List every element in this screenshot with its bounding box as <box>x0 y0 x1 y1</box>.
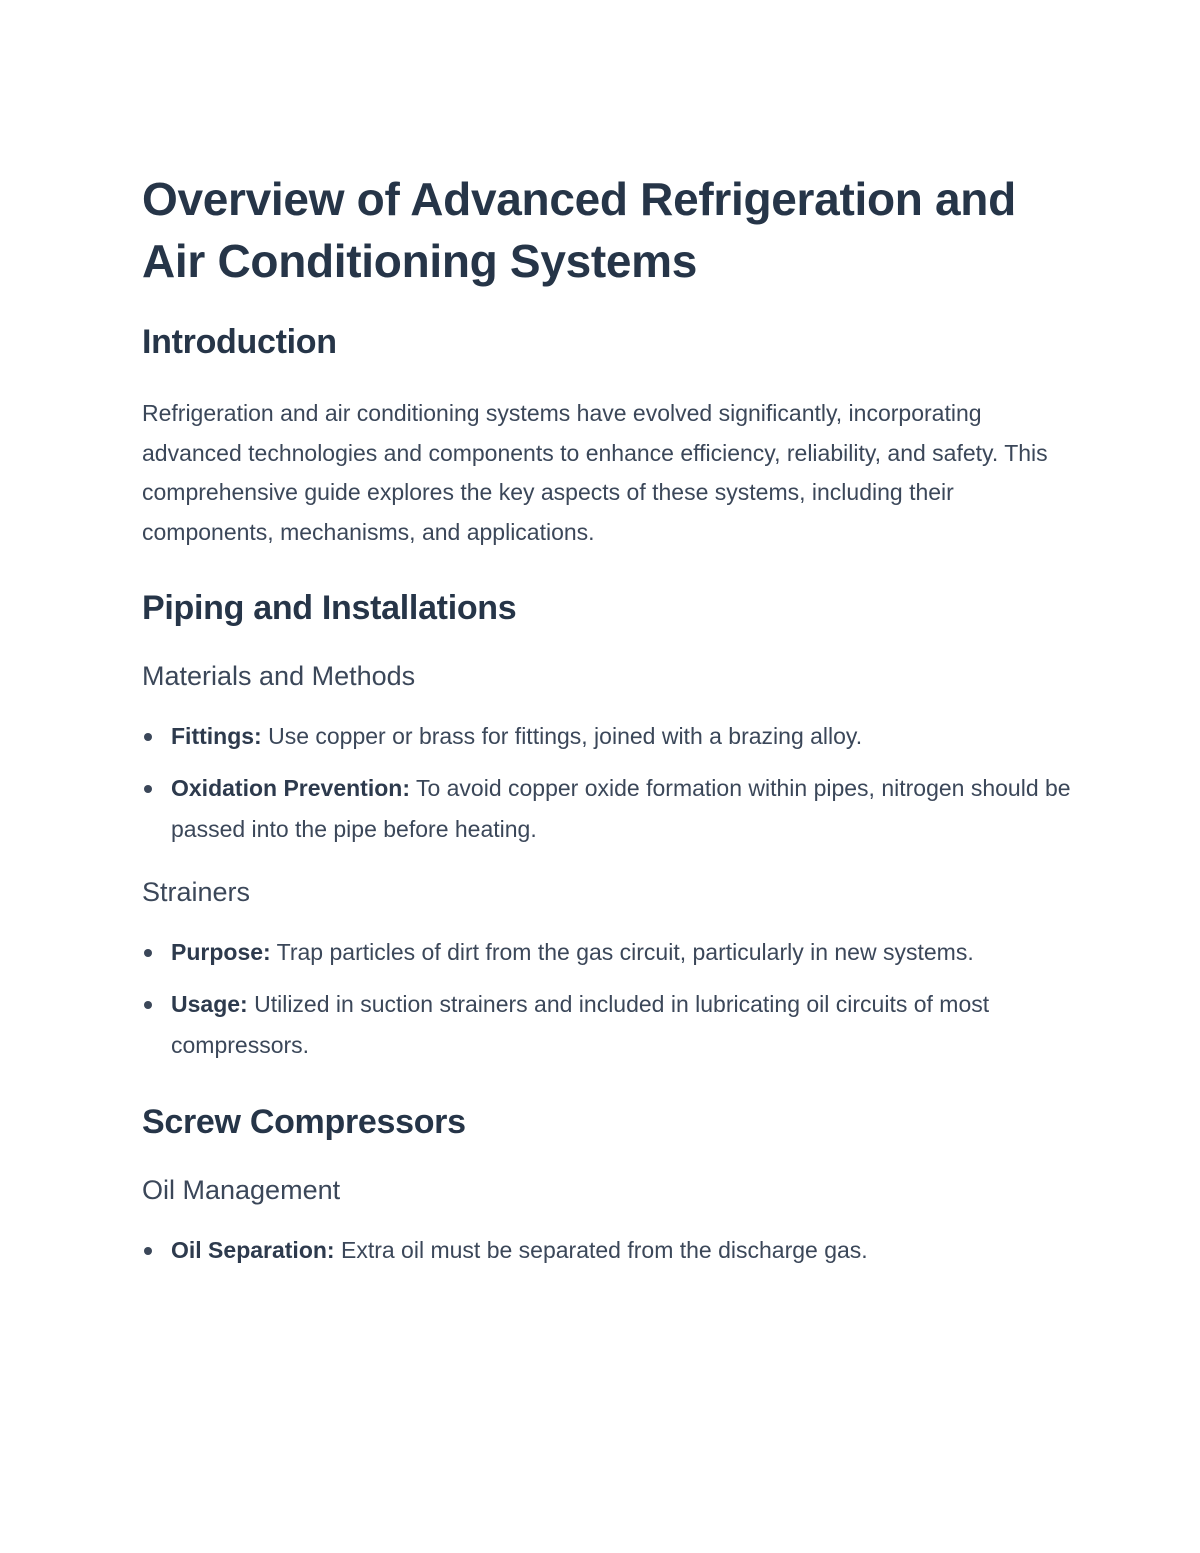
list-item-text: Use copper or brass for fittings, joined with a brazing alloy. <box>261 723 863 749</box>
section-heading-screw-compressors: Screw Compressors <box>142 1103 466 1141</box>
subheading-strainers: Strainers <box>142 877 251 907</box>
bullet-icon <box>144 733 152 741</box>
strainers-list <box>142 932 1072 1066</box>
list-item-term: Fittings: <box>171 723 262 749</box>
list-item <box>142 768 1072 850</box>
list-item-term: Oil Separation: <box>171 1237 335 1263</box>
subheading-oil-management: Oil Management <box>142 1175 341 1205</box>
list-item-term: Oxidation Prevention: <box>171 775 410 801</box>
bullet-icon <box>144 1001 152 1009</box>
section-heading-introduction: Introduction <box>142 323 337 361</box>
list-item-term: Usage: <box>171 991 248 1017</box>
intro-paragraph: Refrigeration and air conditioning systems have evolved significantly, incorporating advanced technologies and components to enhance efficiency, reliability, and safety. This comprehensive guide explores the key aspects of these systems, including their components, mechanisms, and applications. <box>142 400 1048 545</box>
subheading-materials: Materials and Methods <box>142 661 416 691</box>
materials-list <box>142 716 1072 850</box>
page-title: Overview of Advanced Refrigeration and Air Conditioning Systems <box>142 173 1016 287</box>
list-item <box>142 932 1072 973</box>
oil-management-list <box>142 1230 1072 1271</box>
section-heading-piping: Piping and Installations <box>142 589 517 627</box>
list-item-text: To avoid copper oxide formation within pipes, nitrogen should be passed into the pipe before heating. <box>171 775 1071 842</box>
list-item-text: Utilized in suction strainers and included in lubricating oil circuits of most compressors. <box>171 991 990 1058</box>
bullet-icon <box>144 949 152 957</box>
document-page <box>142 168 1072 1271</box>
list-item <box>142 716 1072 757</box>
bullet-icon <box>144 785 152 793</box>
bullet-icon <box>144 1247 152 1255</box>
list-item <box>142 1230 1072 1271</box>
list-item <box>142 984 1072 1066</box>
list-item-text: Extra oil must be separated from the discharge gas. <box>334 1237 868 1263</box>
list-item-text: Trap particles of dirt from the gas circuit, particularly in new systems. <box>270 939 974 965</box>
list-item-term: Purpose: <box>171 939 271 965</box>
